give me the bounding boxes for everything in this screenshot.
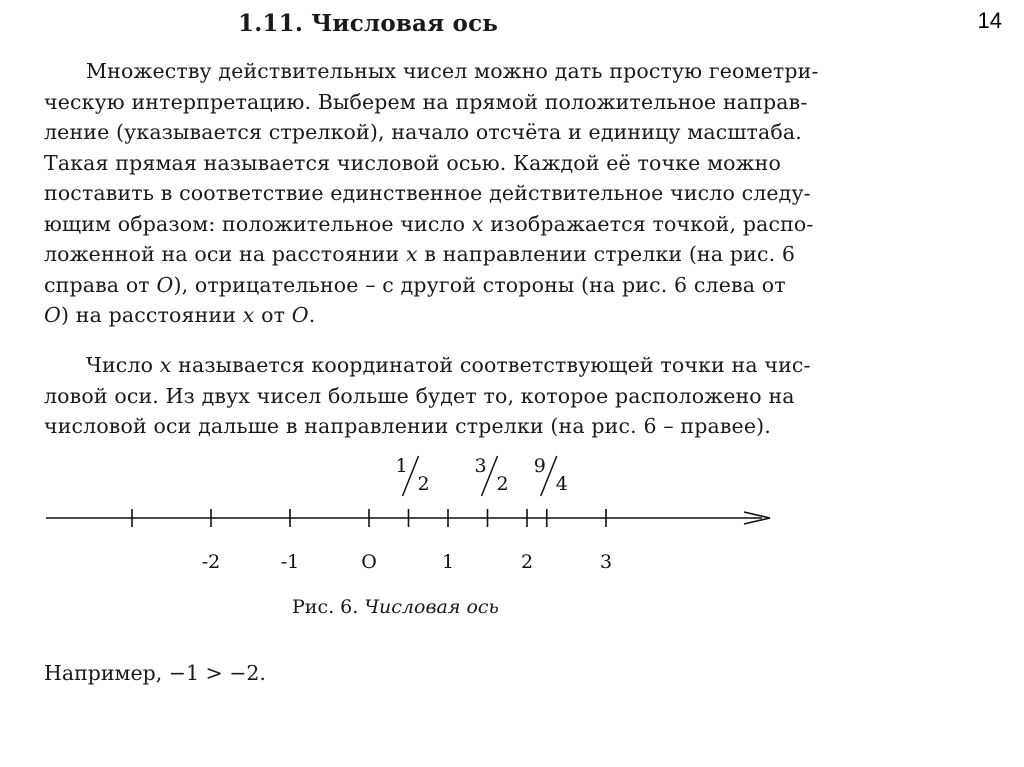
page-number: 14 [977,8,1002,33]
math-variable: O [291,303,309,327]
text-line: ловой оси. Из двух чисел больше будет то, которое расположено на [44,383,795,408]
fraction-denominator: 4 [555,473,568,495]
text-line: ющим образом: положительное число x изображается точкой, распо- [44,211,814,236]
math-variable: x [405,242,418,266]
number-line-fractions [395,455,567,496]
figure-caption [292,596,499,618]
fraction-label [474,455,508,496]
caption-title: Числовая ось [364,596,499,618]
paragraph-coordinate [44,350,884,442]
text-line: Число x называется координатой соответствующей точки на чис- [86,353,811,377]
text-line: O) на расстоянии x от O. [44,303,316,327]
number-line-figure [0,450,1024,590]
math-variable: x [242,303,255,327]
number-line-labels [202,551,612,573]
math-variable: x [471,211,484,236]
tick-label: 3 [599,551,613,573]
text-line: справа от O), отрицательное – с другой стороны (на рис. 6 слева от [44,272,786,297]
fraction-denominator: 2 [496,473,509,495]
text-line: ческую интерпретацию. Выберем на прямой положительное направ- [44,89,808,114]
text-line: Такая прямая называется числовой осью. Каждой её точке можно [44,150,781,175]
text-line: числовой оси дальше в направлении стрелки (на рис. 6 – правее). [44,414,771,438]
text-line: ление (указывается стрелкой), начало отсчёта и единицу масштаба. [44,120,802,144]
paragraph-definition [44,56,884,331]
fraction-label [395,455,429,496]
tick-label: O [361,551,377,573]
tick-label: -1 [280,551,300,573]
fraction-numerator: 3 [474,455,487,477]
example-text: Например, −1 > −2. [44,661,266,685]
text-line: Множеству действительных чисел можно дать простую геометри- [86,59,819,83]
math-variable: O [44,303,61,327]
text-line: ложенной на оси на расстоянии x в направлении стрелки (на рис. 6 [44,242,796,266]
fraction-numerator: 1 [395,455,408,477]
fraction-numerator: 9 [533,455,546,477]
math-variable: x [159,353,172,377]
text-line: поставить в соответствие единственное действительное число следу- [44,181,811,205]
tick-label: 1 [441,551,455,573]
fraction-denominator: 2 [417,473,430,495]
section-title: 1.11. Числовая ось [238,10,499,37]
tick-label: -2 [201,551,221,573]
fraction-label [534,455,568,496]
math-variable: O [156,272,174,297]
tick-label: 2 [520,551,534,573]
caption-label: Рис. 6. [292,596,359,618]
